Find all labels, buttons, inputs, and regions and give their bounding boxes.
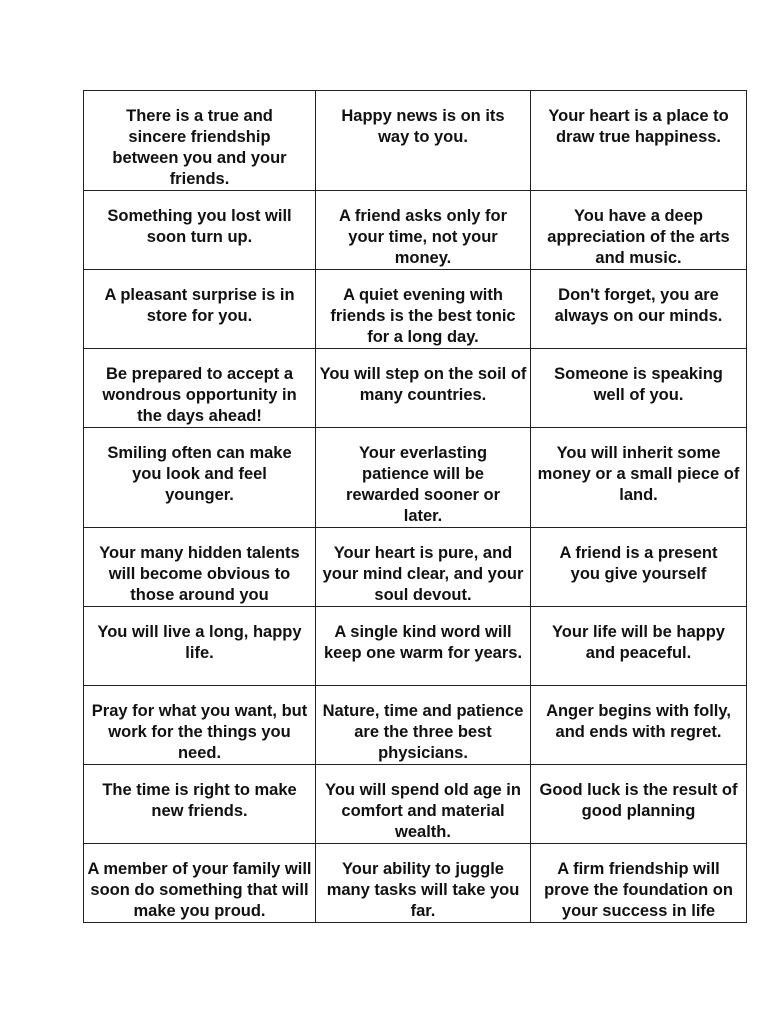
fortune-cell: A firm friendship will prove the foundation on your success in life: [531, 844, 747, 923]
fortune-cell: Nature, time and patience are the three best physicians.: [316, 686, 531, 765]
fortune-cell: Your heart is pure, and your mind clear, and your soul devout.: [316, 528, 531, 607]
fortune-cell: You will spend old age in comfort and material wealth.: [316, 765, 531, 844]
fortune-row: [84, 270, 747, 349]
fortune-cell: There is a true and sincere friendship between you and your friends.: [84, 91, 316, 191]
fortune-cell: You have a deep appreciation of the arts and music.: [531, 191, 747, 270]
fortune-cell: Your everlasting patience will be rewarded sooner or later.: [316, 428, 531, 528]
fortune-cell: Your heart is a place to draw true happiness.: [531, 91, 747, 191]
fortune-cell: A member of your family will soon do something that will make you proud.: [84, 844, 316, 923]
fortune-grid: [83, 90, 747, 923]
fortune-cell: You will step on the soil of many countries.: [316, 349, 531, 428]
fortune-cell: A single kind word will keep one warm for years.: [316, 607, 531, 686]
fortune-row: [84, 349, 747, 428]
fortune-cell: A friend asks only for your time, not your money.: [316, 191, 531, 270]
fortune-cell: The time is right to make new friends.: [84, 765, 316, 844]
fortune-cell: Be prepared to accept a wondrous opportunity in the days ahead!: [84, 349, 316, 428]
fortune-cell: You will live a long, happy life.: [84, 607, 316, 686]
fortune-row: [84, 607, 747, 686]
fortune-cell: Anger begins with folly, and ends with regret.: [531, 686, 747, 765]
fortune-cell: Someone is speaking well of you.: [531, 349, 747, 428]
fortune-row: [84, 844, 747, 923]
fortune-cell: Something you lost will soon turn up.: [84, 191, 316, 270]
fortune-cell: Your life will be happy and peaceful.: [531, 607, 747, 686]
fortune-cell: Don't forget, you are always on our minds.: [531, 270, 747, 349]
fortune-cell: A friend is a present you give yourself: [531, 528, 747, 607]
fortune-cell: Pray for what you want, but work for the things you need.: [84, 686, 316, 765]
fortune-row: [84, 528, 747, 607]
fortune-row: [84, 191, 747, 270]
fortune-cell: Good luck is the result of good planning: [531, 765, 747, 844]
fortune-cell: Happy news is on its way to you.: [316, 91, 531, 191]
fortune-cell: A quiet evening with friends is the best tonic for a long day.: [316, 270, 531, 349]
fortune-cell: A pleasant surprise is in store for you.: [84, 270, 316, 349]
fortune-row: [84, 91, 747, 191]
fortune-cell: Your ability to juggle many tasks will take you far.: [316, 844, 531, 923]
fortune-row: [84, 765, 747, 844]
fortune-cell: Your many hidden talents will become obvious to those around you: [84, 528, 316, 607]
fortune-cell: Smiling often can make you look and feel younger.: [84, 428, 316, 528]
fortune-cell: You will inherit some money or a small piece of land.: [531, 428, 747, 528]
fortune-row: [84, 428, 747, 528]
fortune-row: [84, 686, 747, 765]
